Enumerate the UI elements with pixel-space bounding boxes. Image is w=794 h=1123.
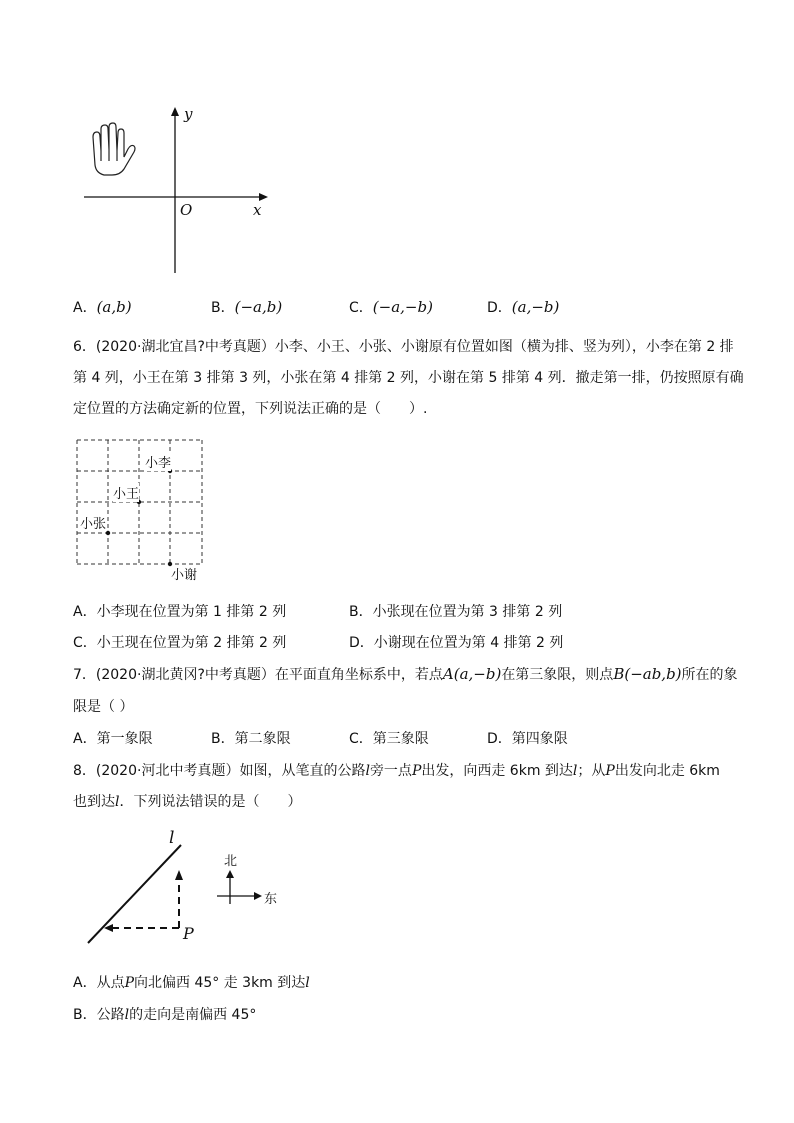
point-p-label: P (183, 924, 194, 943)
origin-label: O (180, 201, 193, 219)
xiaoli-label: 小李 (145, 452, 171, 471)
q6-option-a: A．小李现在位置为第 1 排第 2 列 (73, 604, 287, 620)
point-b: B(−ab,b) (613, 665, 682, 683)
q7-option-b: B．第二象限 (211, 731, 291, 747)
q7-stem-line-2: 限是（ ） (73, 699, 134, 715)
east-label: 东 (264, 892, 278, 907)
q8-road-figure (80, 828, 300, 950)
road-label: l (169, 828, 175, 848)
q5-option-c: C．(−a,−b) (349, 298, 433, 316)
q7-stem-line-1: 7．(2020·湖北黄冈?中考真题）在平面直角坐标系中，若点A(a,−b)在第三象限，则点B(−ab,b)所在的象 (73, 665, 738, 683)
xiaozhang-point (106, 531, 110, 535)
q8-stem-line-2: 也到达l．下列说法错误的是（ ） (73, 794, 302, 810)
q6-option-c: C．小王现在位置为第 2 排第 2 列 (73, 635, 287, 651)
xiaoxie-label: 小谢 (171, 568, 198, 583)
north-arrowhead (175, 870, 183, 880)
q7-option-a: A．第一象限 (73, 731, 153, 747)
q7-option-c: C．第三象限 (349, 731, 429, 747)
q6-stem-line-2: 第 4 列，小王在第 3 排第 3 列，小张在第 4 排第 2 列，小谢在第 5 排第 4 列．撤走第一排，仍按照原有确 (73, 370, 744, 386)
q6-stem-line-3: 定位置的方法确定新的位置，下列说法正确的是（ ）. (73, 401, 428, 417)
q6-option-b: B．小张现在位置为第 3 排第 2 列 (349, 604, 563, 620)
q8-stem-line-1: 8．(2020·河北中考真题）如图，从笔直的公路l旁一点P出发，向西走 6km 到达l；从P出发向北走 6km (73, 763, 720, 779)
q5-figure (80, 105, 280, 277)
north-label: 北 (224, 854, 238, 869)
q5-option-d: D．(a,−b) (487, 298, 560, 316)
xiaowang-label: 小王 (113, 483, 139, 502)
y-axis-label: y (184, 105, 193, 123)
xiaozhang-label: 小张 (80, 513, 106, 532)
q8-option-a: A．从点P向北偏西 45° 走 3km 到达l (73, 975, 310, 991)
q8-option-b: B．公路l的走向是南偏西 45° (73, 1007, 257, 1023)
q6-stem-line-1: 6．(2020·湖北宜昌?中考真题）小李、小王、小张、小谢原有位置如图（横为排、竖为列），小李在第 2 排 (73, 339, 734, 355)
q5-option-b: B．(−a,b) (211, 298, 283, 316)
point-a: A(a,−b) (442, 665, 502, 683)
road-line (88, 845, 181, 943)
hand-icon (93, 123, 135, 175)
q6-option-d: D．小谢现在位置为第 4 排第 2 列 (349, 635, 564, 651)
q5-option-a: A．(a,b) (73, 298, 132, 316)
q7-option-d: D．第四象限 (487, 731, 568, 747)
q6-seat-grid-figure (70, 436, 220, 586)
x-axis-label: x (253, 201, 262, 219)
compass-icon (217, 870, 262, 904)
